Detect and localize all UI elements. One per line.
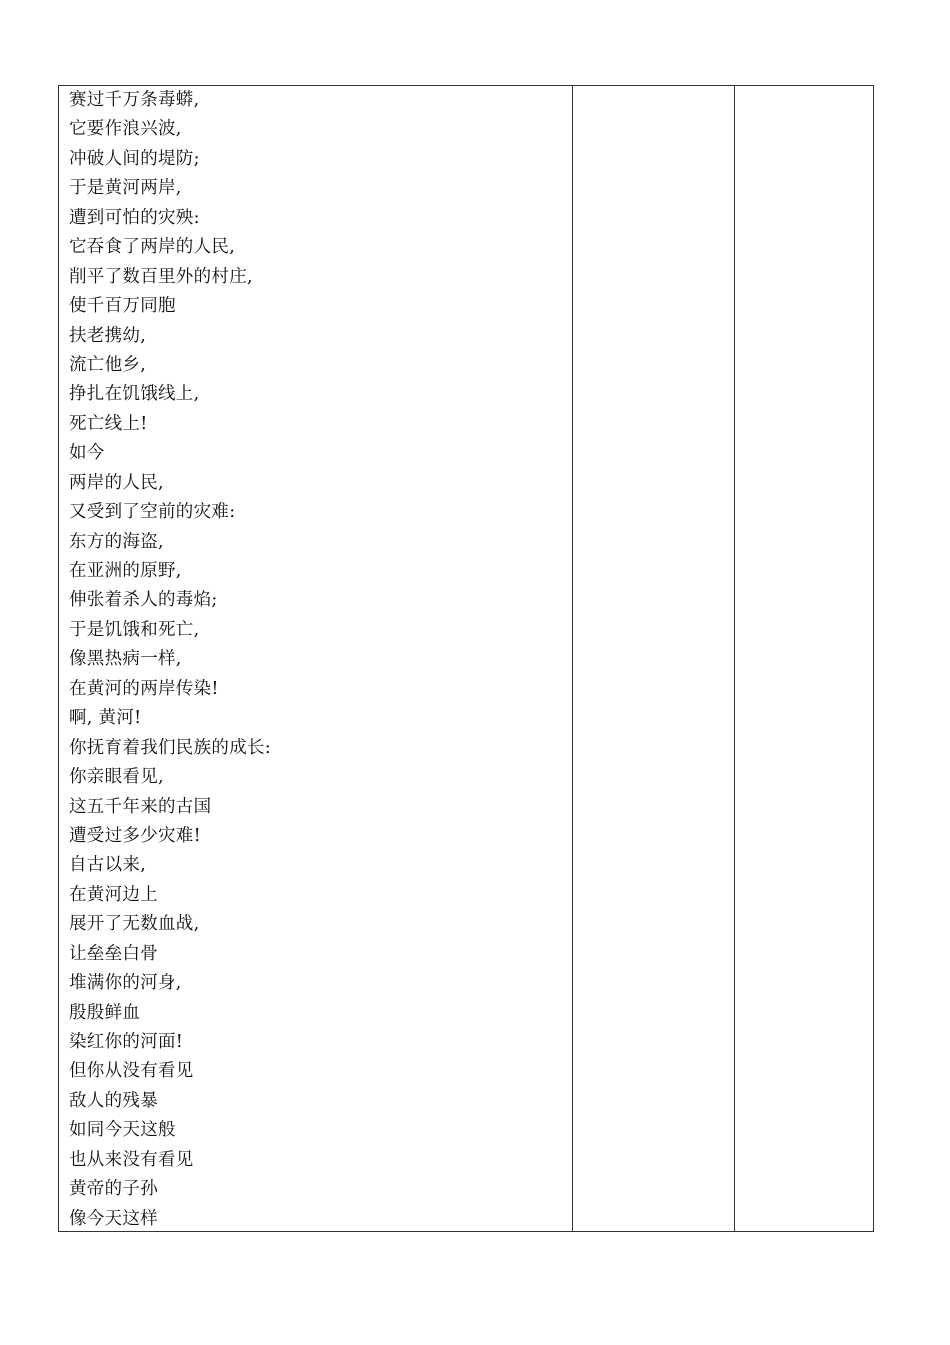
poem-line: 东方的海盗, [69,531,164,552]
poem-line: 使千百万同胞 [69,296,176,317]
document-table [58,85,874,1232]
poem-line: 像黑热病一样, [69,649,182,670]
poem-line: 也从来没有看见 [69,1149,194,1170]
poem-line: 冲破人间的堤防; [69,148,200,169]
poem-line: 如同今天这般 [69,1120,176,1141]
poem-line: 它吞食了两岸的人民, [69,237,236,258]
poem-line: 像今天这样 [69,1208,158,1229]
poem-line: 扶老携幼, [69,325,147,346]
poem-line: 于是黄河两岸, [69,178,182,199]
poem-line: 两岸的人民, [69,472,164,493]
poem-line: 流亡他乡, [69,354,147,375]
poem-line: 遭受过多少灾难! [69,825,201,846]
poem-line: 但你从没有看见 [69,1061,194,1082]
poem-line: 在黄河的两岸传染! [69,678,219,699]
poem-line: 自古以来, [69,855,147,876]
poem-line: 如今 [69,443,105,464]
poem-line: 于是饥饿和死亡, [69,619,200,640]
poem-line: 你亲眼看见, [69,767,164,788]
poem-line: 它要作浪兴波, [69,119,182,140]
notes-column [573,86,735,1231]
poem-line: 你抚育着我们民族的成长: [69,737,271,758]
poem-line: 遭到可怕的灾殃: [69,207,200,228]
poem-line: 黄帝的子孙 [69,1179,158,1200]
remarks-column [735,86,873,1231]
poem-line: 染红你的河面! [69,1032,184,1052]
poem-lines [69,86,271,1234]
poem-line: 死亡线上! [69,413,148,434]
poem-line: 堆满你的河身, [69,973,182,994]
poem-line: 削平了数百里外的村庄, [69,266,253,287]
poem-line: 展开了无数血战, [69,914,200,935]
poem-line: 在亚洲的原野, [69,561,182,581]
poem-line: 让垒垒白骨 [69,943,158,964]
poem-line: 又受到了空前的灾难: [69,502,236,523]
poem-line: 在黄河边上 [69,884,158,905]
poem-line: 伸张着杀人的毒焰; [69,590,218,611]
poem-column [59,86,573,1231]
poem-line: 这五千年来的古国 [69,796,212,817]
poem-line: 赛过千万条毒蟒, [69,90,200,110]
poem-line: 啊, 黄河! [69,708,142,729]
poem-line: 殷殷鲜血 [69,1002,141,1023]
poem-line: 挣扎在饥饿线上, [69,384,200,405]
poem-line: 敌人的残暴 [69,1090,158,1111]
